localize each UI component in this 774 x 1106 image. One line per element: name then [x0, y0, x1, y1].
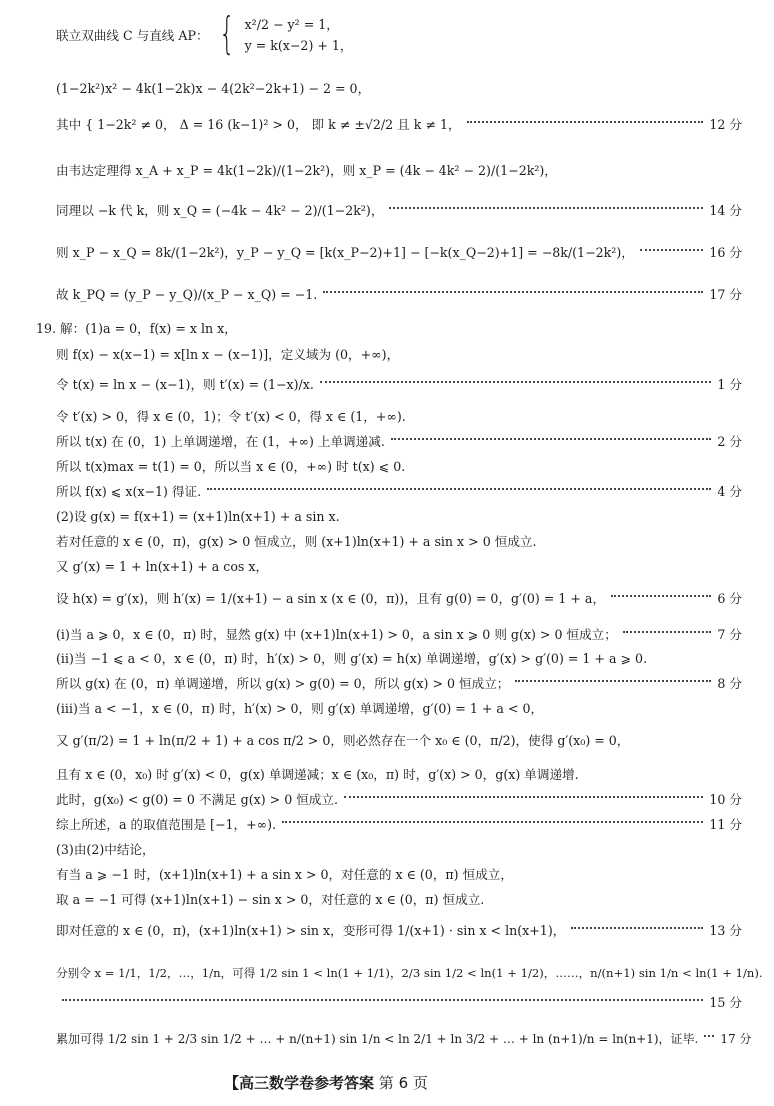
score-mark: 17 分 — [709, 287, 742, 302]
line-text: (ⅱ)当 −1 ⩽ a < 0，x ∈ (0，π) 时，h′(x) > 0，则 g′(x) = h(x) 单调递增，g′(x) > g′(0) = 1 + a ⩾ 0. — [56, 651, 648, 666]
leader-dots — [389, 207, 703, 209]
line-text: 分别令 x = 1/1，1/2，…，1/n，可得 1/2 sin 1 < ln(1 + 1/1)，2/3 sin 1/2 < ln(1 + 1/2)，……，n/(n+1) sin 1/n < ln(1 + 1/n). — [56, 966, 763, 980]
system-prefix: 联立双曲线 C 与直线 AP： — [56, 27, 209, 43]
line-text: 有当 a ⩾ −1 时，(x+1)ln(x+1) + a sin x > 0，对任意的 x ∈ (0，π) 恒成立， — [56, 867, 513, 882]
solution-line — [56, 558, 742, 576]
line-text: 19. 解：(1)a = 0，f(x) = x ln x， — [36, 321, 237, 336]
solution-line — [56, 483, 742, 501]
solution-line — [56, 791, 742, 809]
scan-glare — [460, 1056, 774, 1106]
line-text: 设 h(x) = g′(x)，则 h′(x) = 1/(x+1) − a sin x (x ∈ (0，π))，且有 g(0) = 0，g′(0) = 1 + a， — [56, 591, 606, 606]
leader-dots — [640, 249, 704, 251]
score-mark: 13 分 — [709, 923, 742, 938]
solution-line — [56, 162, 742, 180]
line-text: (2)设 g(x) = f(x+1) = (x+1)ln(x+1) + a sin x. — [56, 509, 340, 524]
line-text: 所以 f(x) ⩽ x(x−1) 得证. — [56, 484, 202, 499]
score-mark: 6 分 — [717, 591, 742, 606]
solution-line — [56, 891, 742, 909]
line-text: 所以 g(x) 在 (0，π) 单调递增，所以 g(x) > g(0) = 0，所以 g(x) > 0 恒成立； — [56, 676, 510, 691]
solution-line — [56, 994, 742, 1012]
score-mark: 8 分 — [717, 676, 742, 691]
solution-line — [56, 80, 742, 98]
line-text: 所以 t(x)max = t(1) = 0，所以当 x ∈ (0，+∞) 时 t(x) ⩽ 0. — [56, 459, 406, 474]
solution-line — [56, 964, 763, 982]
score-mark: 14 分 — [709, 203, 742, 218]
line-text: 其中 { 1−2k² ≠ 0， Δ = 16 (k−1)² > 0， 即 k ≠ ±√2/2 且 k ≠ 1， — [56, 117, 461, 132]
line-text: 由韦达定理得 x_A + x_P = 4k(1−2k)/(1−2k²)，则 x_P = (4k − 4k² − 2)/(1−2k²)， — [56, 163, 557, 178]
line-text: (ⅲ)当 a < −1，x ∈ (0，π) 时，h′(x) > 0，则 g′(x) 单调递增，g′(0) = 1 + a < 0， — [56, 701, 544, 716]
line-text: 即对任意的 x ∈ (0，π)，(x+1)ln(x+1) > sin x，变形可得 1/(x+1) · sin x < ln(x+1)， — [56, 923, 566, 938]
solution-line — [56, 202, 742, 220]
solution-line — [56, 433, 742, 451]
score-mark: 11 分 — [709, 817, 742, 832]
system-row: x²/2 − y² = 1， — [244, 17, 339, 32]
line-text: 累加可得 1/2 sin 1 + 2/3 sin 1/2 + … + n/(n+1) sin 1/n < ln 2/1 + ln 3/2 + … + ln (n+1)/n = ln(n+1)，证毕. — [56, 1032, 699, 1046]
solution-line — [56, 508, 742, 526]
solution-line — [56, 376, 742, 394]
solution-line — [56, 1030, 752, 1048]
leader-dots — [391, 438, 712, 440]
line-text: 若对任意的 x ∈ (0，π)，g(x) > 0 恒成立，则 (x+1)ln(x+1) + a sin x > 0 恒成立. — [56, 534, 537, 549]
leader-dots — [207, 488, 711, 490]
leader-dots — [515, 680, 711, 682]
leader-dots — [344, 796, 703, 798]
solution-line — [56, 408, 742, 426]
solution-line — [56, 116, 742, 134]
solution-line — [56, 590, 742, 608]
leader-dots — [282, 821, 703, 823]
system-row: y = k(x−2) + 1， — [244, 38, 353, 53]
line-text: 故 k_PQ = (y_P − y_Q)/(x_P − x_Q) = −1. — [56, 287, 318, 302]
line-text: (3)由(2)中结论， — [56, 842, 155, 857]
line-text: 又 g′(π/2) = 1 + ln(π/2 + 1) + a cos π/2 > 0，则必然存在一个 x₀ ∈ (0，π/2)，使得 g′(x₀) = 0， — [56, 733, 630, 748]
leader-dots — [611, 595, 711, 597]
system-of-equations — [56, 8, 353, 59]
line-text: (ⅰ)当 a ⩾ 0，x ∈ (0，π) 时，显然 g(x) 中 (x+1)ln(x+1) > 0，a sin x ⩾ 0 则 g(x) > 0 恒成立； — [56, 627, 617, 642]
leader-dots — [467, 121, 704, 123]
line-text: 同理以 −k 代 k，则 x_Q = (−4k − 4k² − 2)/(1−2k²)， — [56, 203, 384, 218]
footer-page-number: 第 6 页 — [378, 1074, 428, 1092]
line-text: (1−2k²)x² − 4k(1−2k)x − 4(2k²−2k+1) − 2 = 0， — [56, 81, 371, 96]
line-text: 则 x_P − x_Q = 8k/(1−2k²)，y_P − y_Q = [k(x_P−2)+1] − [−k(x_Q−2)+1] = −8k/(1−2k²)， — [56, 245, 634, 260]
score-mark: 2 分 — [717, 434, 742, 449]
solution-line — [56, 346, 742, 364]
solution-line — [56, 732, 742, 750]
solution-line — [56, 766, 742, 784]
line-text: 令 t′(x) > 0，得 x ∈ (0，1)；令 t′(x) < 0，得 x ∈ (1，+∞). — [56, 409, 406, 424]
line-text: 取 a = −1 可得 (x+1)ln(x+1) − sin x > 0，对任意的 x ∈ (0，π) 恒成立. — [56, 892, 485, 907]
question-heading — [36, 320, 742, 338]
left-brace-icon: { — [218, 8, 235, 59]
line-text: 综上所述，a 的取值范围是 [−1，+∞). — [56, 817, 277, 832]
leader-dots — [62, 999, 703, 1001]
leader-dots — [323, 291, 703, 293]
line-text: 此时，g(x₀) < g(0) = 0 不满足 g(x) > 0 恒成立. — [56, 792, 338, 807]
score-mark: 15 分 — [709, 995, 742, 1010]
score-mark: 12 分 — [709, 117, 742, 132]
line-text: 则 f(x) − x(x−1) = x[ln x − (x−1)]，定义域为 (0，+∞)， — [56, 347, 400, 362]
page-footer — [224, 1072, 428, 1093]
solution-line — [56, 533, 742, 551]
solution-line — [56, 866, 742, 884]
solution-line — [56, 922, 742, 940]
line-text: 所以 t(x) 在 (0，1) 上单调递增，在 (1，+∞) 上单调递减. — [56, 434, 385, 449]
leader-dots — [320, 381, 711, 383]
solution-line — [56, 700, 742, 718]
score-mark: 1 分 — [717, 377, 742, 392]
line-text: 又 g′(x) = 1 + ln(x+1) + a cos x， — [56, 559, 269, 574]
line-text: 令 t(x) = ln x − (x−1)，则 t′(x) = (1−x)/x. — [56, 377, 314, 392]
solution-line — [56, 675, 742, 693]
score-mark: 16 分 — [709, 245, 742, 260]
solution-line — [56, 626, 742, 644]
line-text: 且有 x ∈ (0，x₀) 时 g′(x) < 0，g(x) 单调递减；x ∈ (x₀，π) 时，g′(x) > 0，g(x) 单调递增. — [56, 767, 579, 782]
solution-line — [56, 286, 742, 304]
score-mark: 17 分 — [720, 1032, 752, 1046]
solution-line — [56, 458, 742, 476]
leader-dots — [704, 1035, 714, 1037]
score-mark: 10 分 — [709, 792, 742, 807]
score-mark: 7 分 — [717, 627, 742, 642]
footer-title: 【高三数学卷参考答案 — [224, 1074, 375, 1092]
leader-dots — [571, 927, 703, 929]
solution-line — [56, 650, 742, 668]
solution-line — [56, 816, 742, 834]
solution-line — [56, 841, 742, 859]
solution-line — [56, 244, 742, 262]
score-mark: 4 分 — [717, 484, 742, 499]
leader-dots — [623, 631, 712, 633]
